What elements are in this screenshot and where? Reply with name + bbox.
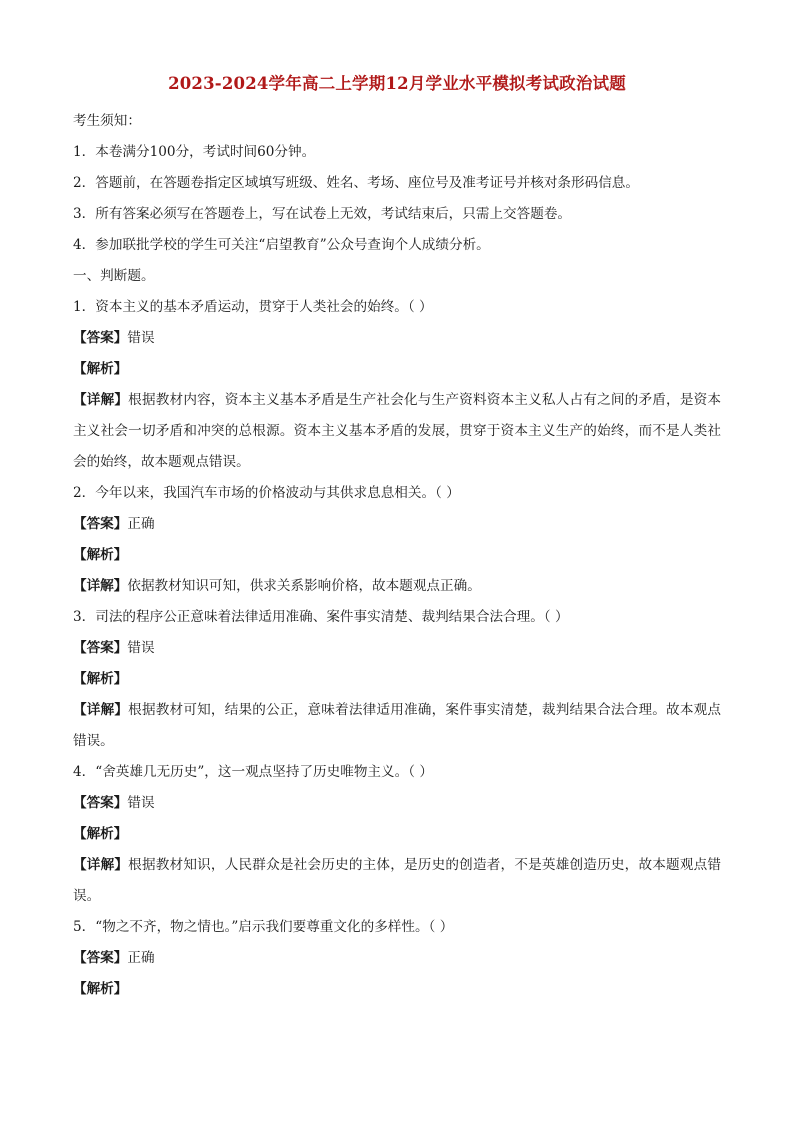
answer-label: 【答案】: [73, 516, 128, 532]
question-stem: 5．“物之不齐，物之情也。”启示我们要尊重文化的多样性。（ ）: [73, 919, 454, 935]
question-stem: 1．资本主义的基本矛盾运动，贯穿于人类社会的始终。（ ）: [73, 299, 433, 315]
question-stem: 2．今年以来，我国汽车市场的价格波动与其供求息息相关。（ ）: [73, 485, 460, 501]
answer-value: 错误: [127, 330, 155, 346]
answer-label: 【答案】: [73, 640, 128, 656]
notice-item: 1．本卷满分100分，考试时间60分钟。: [73, 144, 316, 160]
detail-text: 根据教材知识，人民群众是社会历史的主体，是历史的创造者，不是英雄创造历史，故本题观点错误。: [73, 857, 722, 904]
answer-label: 【答案】: [73, 795, 128, 811]
analysis-row: [73, 540, 721, 571]
detail-paragraph: [73, 695, 721, 757]
analysis-row: [73, 354, 721, 385]
answer-value: 错误: [127, 640, 155, 656]
analysis-label: 【解析】: [73, 671, 128, 687]
detail-paragraph: [73, 385, 721, 478]
answer-value: 正确: [127, 516, 155, 532]
detail-label: 【详解】: [73, 578, 128, 594]
page-title: 2023-2024学年高二上学期12月学业水平模拟考试政治试题: [168, 74, 626, 93]
analysis-label: 【解析】: [73, 981, 128, 997]
answer-row: [73, 509, 721, 540]
analysis-row: [73, 819, 721, 850]
document-body: [73, 106, 721, 1005]
analysis-label: 【解析】: [73, 826, 128, 842]
notice-item: 4．参加联批学校的学生可关注“启望教育”公众号查询个人成绩分析。: [73, 237, 490, 253]
analysis-label: 【解析】: [73, 361, 128, 377]
answer-value: 正确: [127, 950, 155, 966]
analysis-row: [73, 974, 721, 1005]
section-heading: 一、判断题。: [73, 268, 155, 284]
answer-row: [73, 943, 721, 974]
analysis-row: [73, 664, 721, 695]
detail-paragraph: [73, 850, 721, 912]
detail-text: 根据教材可知，结果的公正，意味着法律适用准确，案件事实清楚，裁判结果合法合理。故本观点错误。: [73, 702, 722, 749]
answer-row: [73, 633, 721, 664]
question-stem: 3．司法的程序公正意味着法律适用准确、案件事实清楚、裁判结果合法合理。（ ）: [73, 609, 569, 625]
detail-text: 依据教材知识可知，供求关系影响价格，故本题观点正确。: [127, 578, 481, 594]
answer-row: [73, 323, 721, 354]
detail-label: 【详解】: [73, 857, 129, 873]
detail-paragraph: [73, 571, 721, 602]
detail-label: 【详解】: [73, 702, 129, 718]
notice-item: 3．所有答案必须写在答题卷上，写在试卷上无效，考试结束后，只需上交答题卷。: [73, 206, 572, 222]
detail-label: 【详解】: [73, 392, 129, 408]
notice-item: 2．答题前，在答题卷指定区域填写班级、姓名、考场、座位号及准考证号并核对条形码信息。: [73, 175, 639, 191]
answer-row: [73, 788, 721, 819]
question-stem: 4．“舍英雄几无历史”，这一观点坚持了历史唯物主义。（ ）: [73, 764, 433, 780]
answer-label: 【答案】: [73, 950, 128, 966]
analysis-label: 【解析】: [73, 547, 128, 563]
notice-heading: 考生须知：: [73, 113, 141, 129]
detail-text: 根据教材内容，资本主义基本矛盾是生产社会化与生产资料资本主义私人占有之间的矛盾，是资本主义社会一切矛盾和冲突的总根源。资本主义基本矛盾的发展，贯穿于资本主义生产的始终，而不是人类社会的始终，故本题观点错误。: [73, 392, 722, 470]
answer-value: 错误: [127, 795, 155, 811]
answer-label: 【答案】: [73, 330, 128, 346]
